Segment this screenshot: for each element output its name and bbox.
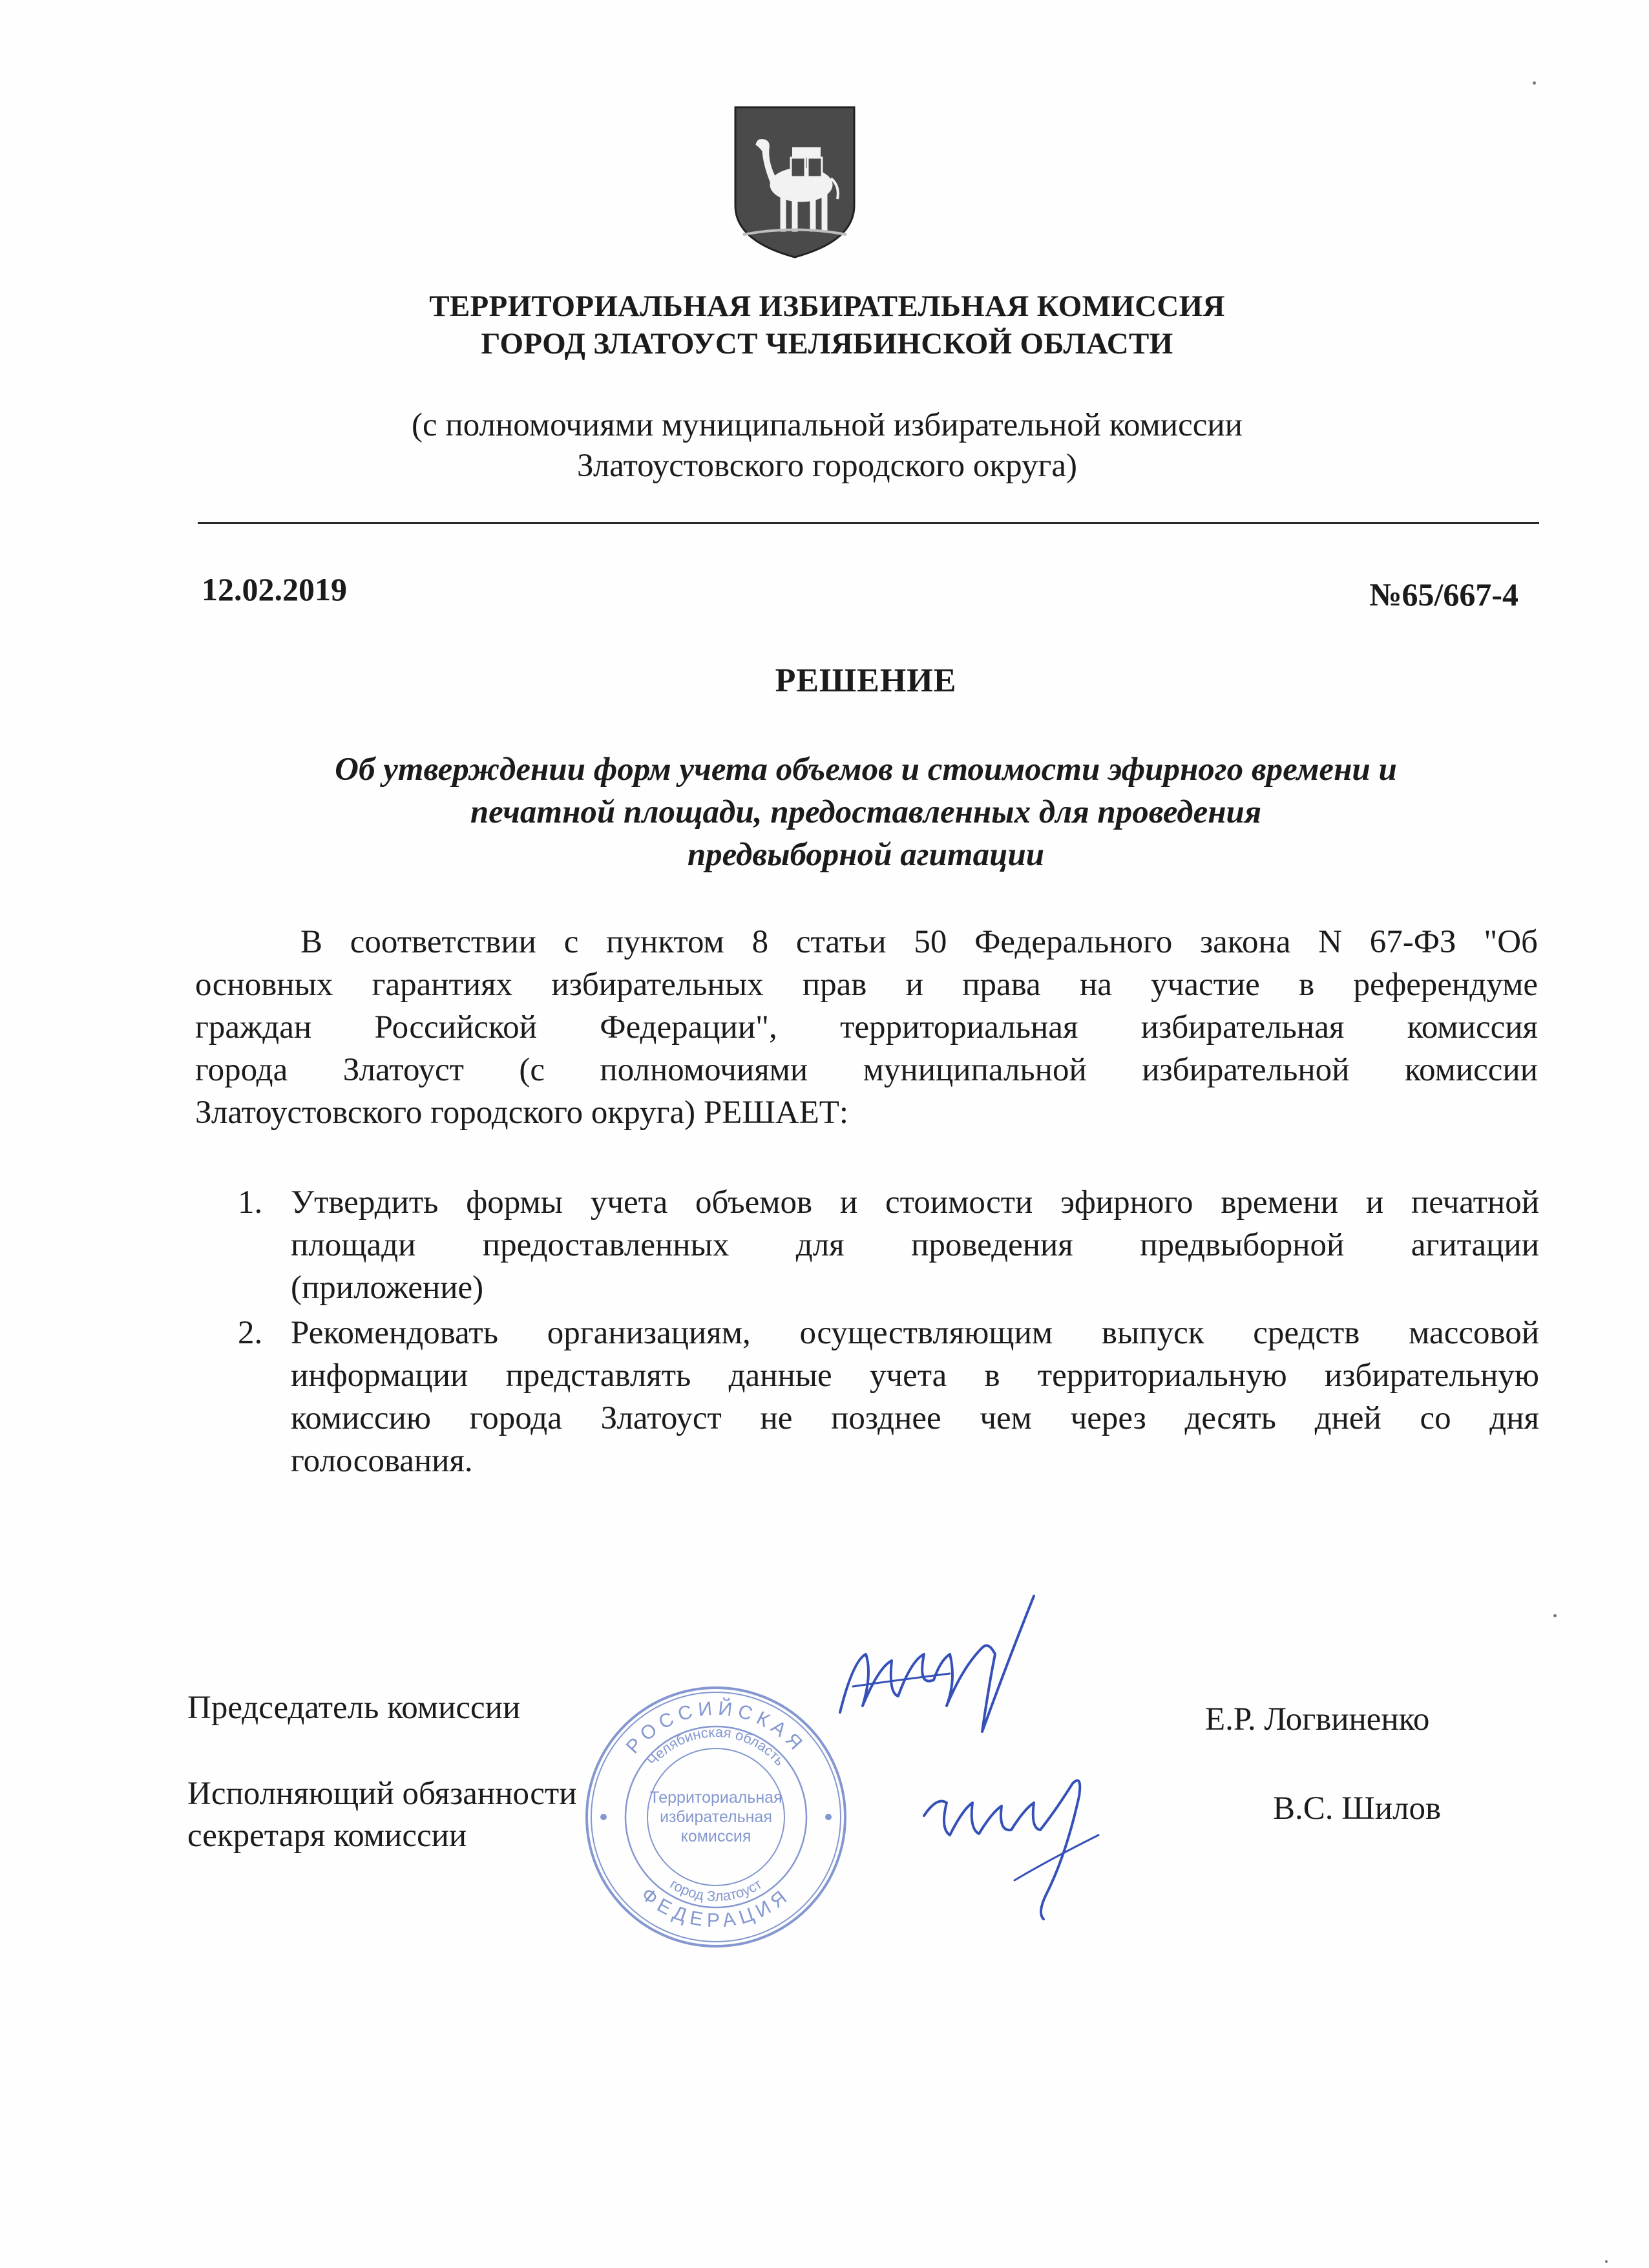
secretary-label-line2: секретаря комиссии (187, 1818, 467, 1854)
official-stamp (580, 1681, 852, 1953)
preamble-line4: города Златоуст (с полномочиями муниципальной избирательной комиссии (195, 1052, 1538, 1088)
subject-line2: печатной площади, предоставленных для проведения (470, 794, 1262, 830)
decision-date: 12.02.2019 (202, 571, 347, 607)
list-item-2-line2: информации представлять данные учета в территориальную избирательную (291, 1358, 1539, 1394)
organization-title-line1: ТЕРРИТОРИАЛЬНАЯ ИЗБИРАТЕЛЬНАЯ КОМИССИЯ (429, 289, 1225, 323)
list-item-1-line1: Утвердить формы учета объемов и стоимости эфирного времени и печатной (291, 1184, 1539, 1221)
header-divider (198, 522, 1539, 524)
scan-speck (1605, 2260, 1608, 2263)
list-item-number: 1. (238, 1184, 263, 1221)
authority-note-line2: Златоустовского городского округа) (576, 448, 1078, 484)
stamp-center-line1: Территориальная (649, 1789, 782, 1807)
organization-title-line2: ГОРОД ЗЛАТОУСТ ЧЕЛЯБИНСКОЙ ОБЛАСТИ (481, 327, 1173, 361)
secretary-label-line1: Исполняющий обязанности (187, 1776, 577, 1812)
stamp-region: Челябинская область (644, 1723, 788, 1769)
preamble-line3: граждан Российской Федерации", территориальная избирательная комиссия (195, 1009, 1538, 1045)
list-item-1-line3: (приложение) (291, 1270, 484, 1306)
list-item-2-line3: комиссию города Златоуст не позднее чем через десять дней со дня (291, 1400, 1539, 1436)
stamp-city: город Златоуст (667, 1875, 765, 1905)
list-item-number: 2. (238, 1315, 263, 1351)
preamble-line2: основных гарантиях избирательных прав и права на участие в референдуме (195, 967, 1538, 1003)
decision-number: №65/667-4 (1369, 576, 1518, 613)
list-item-1-line2: площади предоставленных для проведения предвыборной агитации (291, 1227, 1539, 1263)
stamp-center-line2: избирательная (660, 1808, 772, 1826)
preamble-line1: В соответствии с пунктом 8 статьи 50 Федерального закона N 67-ФЗ "Об (300, 924, 1538, 960)
coat-of-arms-emblem (730, 102, 859, 260)
secretary-signature (918, 1758, 1111, 1926)
chair-label: Председатель комиссии (187, 1690, 521, 1726)
preamble-line5: Златоустовского городского округа) РЕШАЕТ: (195, 1095, 849, 1131)
stamp-country-bottom: ФЕДЕРАЦИЯ (636, 1884, 795, 1932)
scan-speck (1533, 81, 1536, 85)
subject-line3: предвыборной агитации (687, 837, 1045, 873)
document-type-heading: РЕШЕНИЕ (775, 662, 957, 699)
list-item-2-line1: Рекомендовать организациям, осуществляющим выпуск средств массовой (291, 1315, 1539, 1351)
stamp-center-line3: комиссия (680, 1827, 751, 1845)
authority-note-line1: (с полномочиями муниципальной избирательной комиссии (412, 407, 1243, 443)
chair-name: Е.Р. Логвиненко (1205, 1701, 1430, 1738)
scan-speck (1553, 1614, 1557, 1617)
subject-line1: Об утверждении форм учета объемов и стоимости эфирного времени и (335, 751, 1397, 788)
chair-signature (827, 1583, 1047, 1777)
secretary-name: В.С. Шилов (1273, 1790, 1442, 1827)
stamp-country-top: РОССИЙСКАЯ (622, 1697, 810, 1758)
list-item-2-line4: голосования. (291, 1443, 473, 1479)
